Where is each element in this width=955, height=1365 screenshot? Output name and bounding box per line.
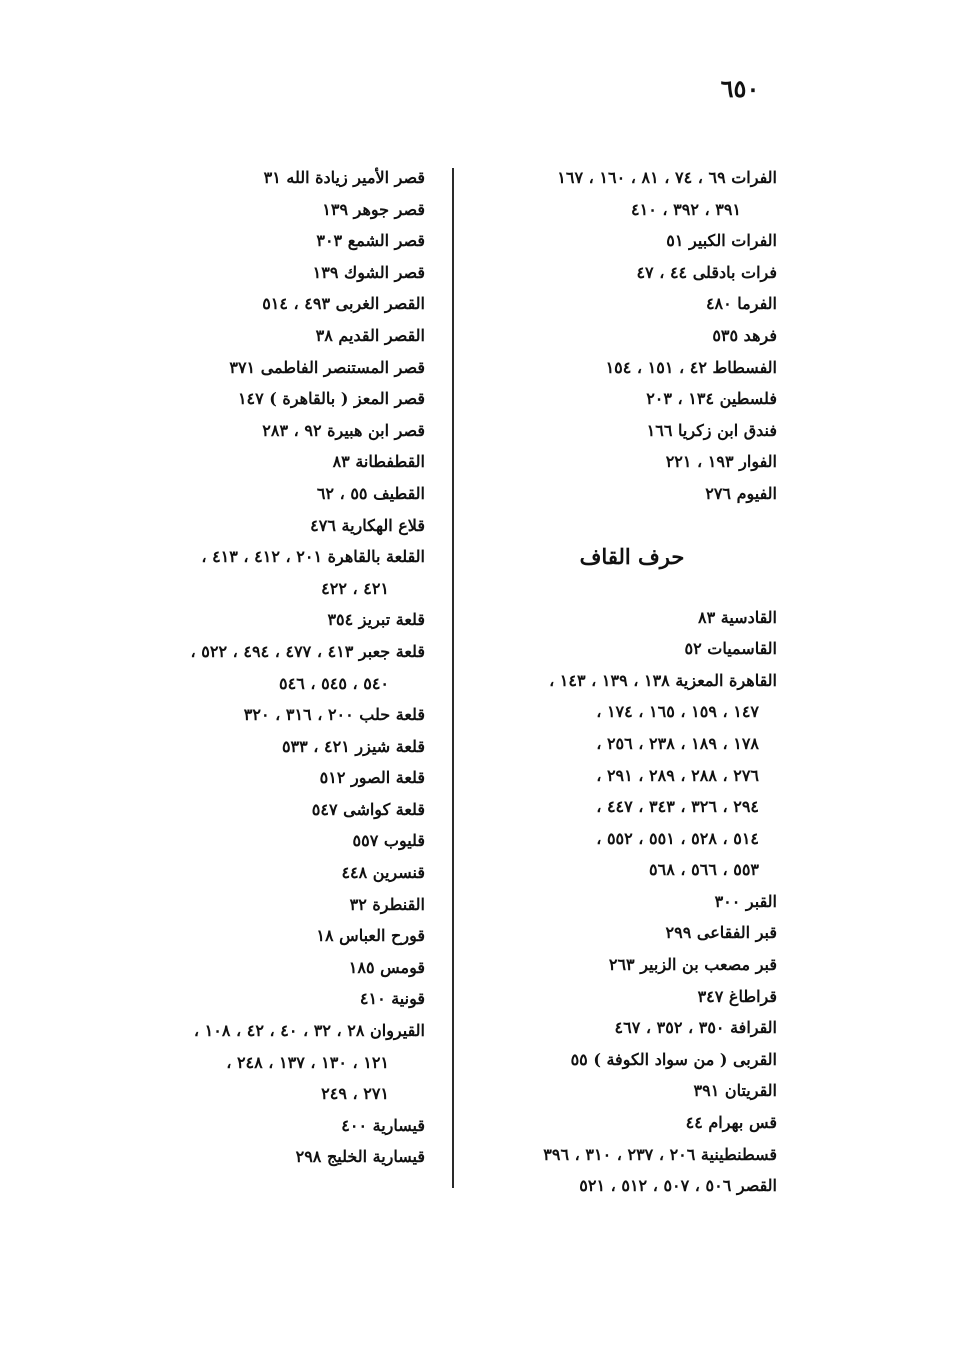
index-entry: قصر الشوك ١٣٩ (312, 262, 425, 282)
index-entry: قونية ٤١٠ (359, 989, 425, 1009)
section-heading: حرف القاف (579, 543, 685, 569)
index-entry-continuation: ٣٩١ ، ٣٩٢ ، ٤١٠ (631, 199, 741, 219)
index-entry: الفرات ٦٩ ، ٧٤ ، ٨١ ، ١٦٠ ، ١٦٧ (557, 168, 777, 187)
index-entry-continuation: ٢٧١ ، ٢٤٩ (321, 1084, 389, 1104)
index-entry: القلعة بالقاهرة ٢٠١ ، ٤١٢ ، ٤١٣ ، (201, 547, 425, 567)
index-entry: القصر القديم ٣٨ (315, 325, 425, 345)
index-entry: القادسية ٨٣ (698, 607, 777, 627)
index-entry: قسطنطينية ٢٠٦ ، ٢٣٧ ، ٣١٠ ، ٣٩٦ (543, 1144, 777, 1164)
index-entry: القصر الغربى ٤٩٣ ، ٥١٤ (262, 294, 425, 314)
index-entry: قصر الأمير زيادة الله ٣١ (263, 168, 425, 187)
index-entry: قلعة الصور ٥١٢ (319, 768, 425, 788)
index-entry: قلعة تبريز ٣٥٤ (327, 610, 425, 630)
index-entry: قيسارية الخليج ٢٩٨ (295, 1147, 425, 1167)
index-entry: فندق ابن زكريا ١٦٦ (646, 420, 777, 440)
index-entry: القطيف ٥٥ ، ٦٢ (316, 483, 425, 503)
index-entry: الفرات الكبير ٥١ (666, 231, 777, 251)
index-entry-continuation: ١٢١ ، ١٣٠ ، ١٣٧ ، ٢٤٨ ، (226, 1052, 389, 1072)
index-entry: القاسميات ٥٢ (684, 639, 777, 659)
index-entry: قلعة جعبر ٤١٣ ، ٤٧٧ ، ٤٩٤ ، ٥٢٢ ، (190, 641, 425, 661)
index-entry: الفيوم ٢٧٦ (705, 483, 777, 503)
index-entry: قنسرين ٤٤٨ (341, 863, 425, 883)
index-entry: قصر المعز ( بالقاهرة ) ١٤٧ (237, 389, 425, 409)
index-entry-continuation: ٥٥٣ ، ٥٦٦ ، ٥٦٨ (649, 860, 759, 880)
index-entry: فلسطين ١٣٤ ، ٢٠٣ (646, 389, 777, 409)
index-entry: القبر ٣٠٠ (714, 891, 777, 911)
index-entry-continuation: ٢٩٤ ، ٣٢٦ ، ٣٤٣ ، ٤٤٧ ، (596, 797, 759, 817)
index-entry: قلعة حلب ٢٠٠ ، ٣١٦ ، ٣٢٠ (243, 705, 425, 725)
index-entry: قلعة كواشى ٥٤٧ (311, 799, 425, 819)
index-entry: فرات بادقلى ٤٤ ، ٤٧ (636, 262, 777, 282)
index-entry: الفسطاط ٤٢ ، ١٥١ ، ١٥٤ (605, 357, 777, 377)
index-column-right (447, 162, 777, 1202)
index-entry: قصر الشمع ٣٠٣ (316, 231, 425, 251)
index-entry: قصر ابن هبيرة ٩٢ ، ٢٨٣ (262, 420, 425, 440)
index-entry: القاهرة المعزية ١٣٨ ، ١٣٩ ، ١٤٣ ، (549, 670, 777, 690)
index-entry: القيروان ٢٨ ، ٣٢ ، ٤٠ ، ٤٢ ، ١٠٨ ، (193, 1021, 425, 1041)
index-entry: قلعة شيزر ٤٢١ ، ٥٣٣ (281, 736, 425, 756)
index-entry: القطفطانة ٨٣ (332, 452, 425, 472)
index-entry-continuation: ١٤٧ ، ١٥٩ ، ١٦٥ ، ١٧٤ ، (596, 702, 759, 722)
page-number: ٦٥٠ (720, 74, 760, 103)
index-entry: القصر ٥٠٦ ، ٥٠٧ ، ٥١٢ ، ٥٢١ (579, 1176, 777, 1196)
index-entry: قلاع الهكارية ٤٧٦ (310, 515, 425, 535)
index-entry-continuation: ١٧٨ ، ١٨٩ ، ٢٣٨ ، ٢٥٦ ، (596, 733, 759, 753)
index-entry-continuation: ٥٤٠ ، ٥٤٥ ، ٥٤٦ (279, 673, 389, 693)
index-entry: قراطاغ ٣٤٧ (697, 986, 777, 1006)
index-entry: فرهد ٥٣٥ (712, 325, 777, 345)
index-entry: قصر جوهر ١٣٩ (322, 199, 425, 219)
index-entry: القرافة ٣٥٠ ، ٣٥٢ ، ٤٦٧ (614, 1018, 777, 1038)
index-entry: الفوار ١٩٣ ، ٢٢١ (665, 452, 777, 472)
index-entry: قيسارية ٤٠٠ (341, 1115, 425, 1135)
index-entry: قليوب ٥٥٧ (352, 831, 425, 851)
index-column-left (115, 162, 425, 1173)
index-entry: قصر المستنصر الفاطمى ٣٧١ (229, 357, 425, 377)
index-entry: قورح العباس ١٨ (316, 926, 425, 946)
index-entry: قس بهرام ٤٤ (685, 1113, 777, 1133)
index-entry-continuation: ٤٢١ ، ٤٢٢ (321, 578, 389, 598)
index-entry: قبر الفقاعى ٢٩٩ (665, 923, 777, 943)
index-entry: القنطرة ٣٢ (349, 894, 425, 914)
index-entry: القربى ( من سواد الكوفة ) ٥٥ (570, 1049, 777, 1069)
index-entry: الفرما ٤٨٠ (705, 294, 777, 314)
index-entry: القريتان ٣٩١ (693, 1081, 777, 1101)
index-entry: قبر مصعب بن الزبير ٢٦٣ (608, 955, 777, 975)
index-entry-continuation: ٢٧٦ ، ٢٨٨ ، ٢٨٩ ، ٢٩١ ، (596, 765, 759, 785)
index-entry-continuation: ٥١٤ ، ٥٢٨ ، ٥٥١ ، ٥٥٢ ، (596, 828, 759, 848)
index-entry: قومس ١٨٥ (348, 957, 425, 977)
